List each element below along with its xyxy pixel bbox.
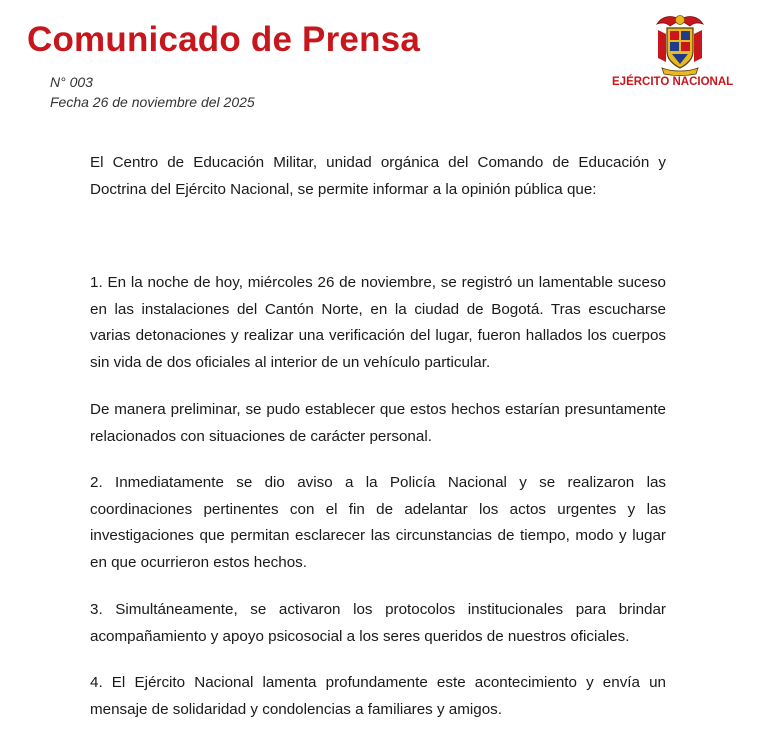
- organization-name: EJÉRCITO NACIONAL: [612, 76, 734, 88]
- page-title: Comunicado de Prensa: [27, 20, 420, 59]
- ejercito-crest-icon: [654, 12, 706, 76]
- paragraph-1: 1. En la noche de hoy, miércoles 26 de noviembre, se registró un lamentable suceso en las instalaciones del Cantón Norte, en la ciudad de Bogotá. Tras escucharse varias detonaciones y realizar una verificación del lugar, fueron hallados los cuerpos sin vida de dos oficiales al interior de un vehículo particular.: [90, 274, 666, 371]
- paragraph-3: 3. Simultáneamente, se activaron los protocolos institucionales para brindar acompañamiento y apoyo psicosocial a los seres queridos de nuestros oficiales.: [90, 601, 666, 645]
- paragraph-1-note: De manera preliminar, se pudo establecer que estos hechos estarían presuntamente relacionados con situaciones de carácter personal.: [90, 401, 666, 445]
- document-number: N° 003: [50, 74, 93, 90]
- document-date: Fecha 26 de noviembre del 2025: [50, 94, 255, 110]
- paragraph-4: 4. El Ejército Nacional lamenta profundamente este acontecimiento y envía un mensaje de solidaridad y condolencias a familiares y amigos.: [90, 674, 666, 718]
- paragraph-2: 2. Inmediatamente se dio aviso a la Policía Nacional y se realizaron las coordinaciones pertinentes con el fin de adelantar los actos urgentes y las investigaciones que permitan esclarecer las circunstancias de tiempo, modo y lugar en que ocurrieron estos hechos.: [90, 474, 666, 571]
- intro-paragraph: El Centro de Educación Militar, unidad orgánica del Comando de Educación y Doctrina del Ejército Nacional, se permite informar a la opinión pública que:: [90, 154, 666, 198]
